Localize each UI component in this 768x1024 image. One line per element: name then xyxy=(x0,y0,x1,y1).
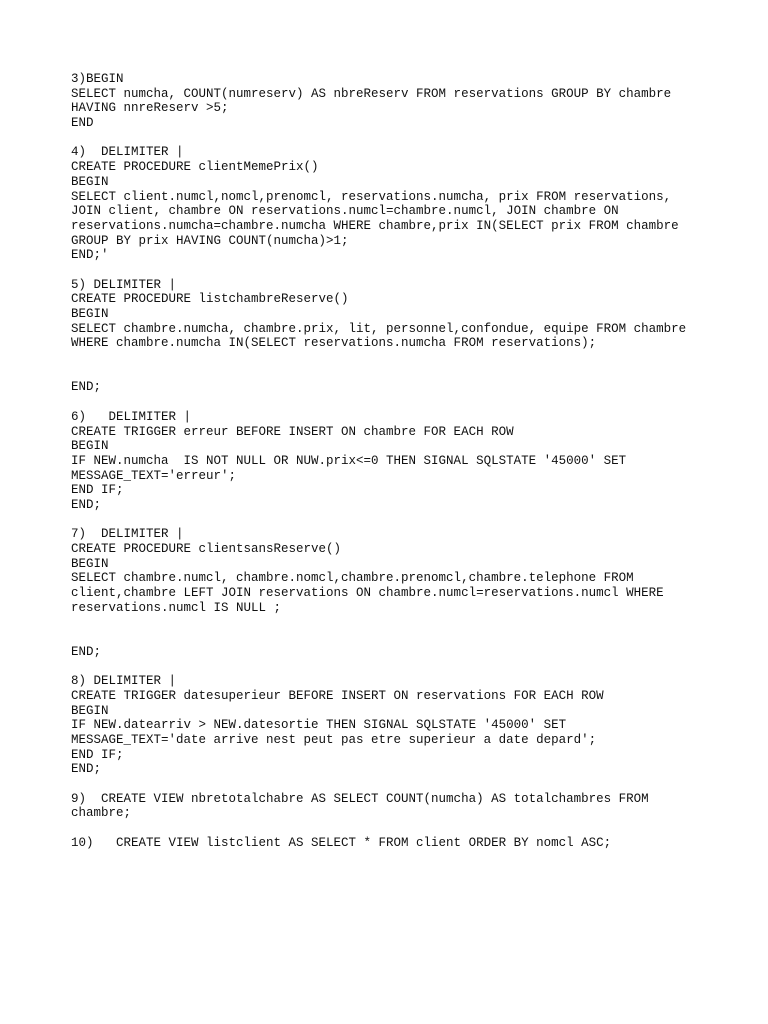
block-7-procedure-clients-sans-reserve xyxy=(71,527,751,615)
block-5-procedure-list-chambre-reserve xyxy=(71,278,751,351)
code-line: MESSAGE_TEXT='erreur'; xyxy=(71,468,237,483)
blank-line xyxy=(71,660,751,675)
block-7-end xyxy=(71,645,751,660)
blank-line xyxy=(71,513,751,528)
code-line: WHERE chambre.numcha IN(SELECT reservations.numcha FROM reservations); xyxy=(71,336,597,351)
block-10-view-list-client xyxy=(71,836,751,851)
blank-line xyxy=(71,821,751,836)
code-line: END xyxy=(71,116,94,131)
code-line: MESSAGE_TEXT='date arrive nest peut pas etre superieur a date depard'; xyxy=(71,732,597,747)
code-line: SELECT client.numcl,nomcl,prenomcl, reservations.numcha, prix FROM reservations, xyxy=(71,189,672,204)
block-3-having-query xyxy=(71,72,751,131)
code-line: END; xyxy=(71,497,102,512)
code-line: IF NEW.numcha IS NOT NULL OR NUW.prix<=0 THEN SIGNAL SQLSTATE '45000' SET xyxy=(71,453,627,468)
block-4-procedure-client-meme-prix xyxy=(71,145,751,263)
block-9-view-nbre-total xyxy=(71,792,751,821)
block-6-trigger-erreur xyxy=(71,410,751,513)
code-line: BEGIN xyxy=(71,703,109,718)
code-line: END; xyxy=(71,380,102,395)
blank-line xyxy=(71,777,751,792)
code-line: HAVING nnreReserv >5; xyxy=(71,101,229,116)
code-line: CREATE PROCEDURE listchambreReserve() xyxy=(71,292,349,307)
code-line: END;' xyxy=(71,248,109,263)
code-line: JOIN client, chambre ON reservations.numcl=chambre.numcl, JOIN chambre ON xyxy=(71,204,619,219)
block-5-end xyxy=(71,380,751,395)
code-line: IF NEW.datearriv > NEW.datesortie THEN SIGNAL SQLSTATE '45000' SET xyxy=(71,718,567,733)
blank-line xyxy=(71,263,751,278)
code-line: SELECT chambre.numcl, chambre.nomcl,chambre.prenomcl,chambre.telephone FROM xyxy=(71,571,634,586)
code-line: BEGIN xyxy=(71,307,109,321)
code-line: reservations.numcha=chambre.numcha WHERE chambre,prix IN(SELECT prix FROM chambre xyxy=(71,218,679,233)
code-line: CREATE PROCEDURE clientMemePrix() xyxy=(71,160,319,175)
code-line: BEGIN xyxy=(71,439,109,454)
blank-line xyxy=(71,395,751,410)
code-line: END; xyxy=(71,644,102,659)
code-line: SELECT chambre.numcha, chambre.prix, lit, personnel,confondue, equipe FROM chambre xyxy=(71,321,687,336)
code-line: SELECT numcha, COUNT(numreserv) AS nbreReserv FROM reservations GROUP BY chambre xyxy=(71,86,672,101)
code-line: 9) CREATE VIEW nbretotalchabre AS SELECT COUNT(numcha) AS totalchambres FROM xyxy=(71,791,649,806)
code-line: chambre; xyxy=(71,806,132,821)
code-line: BEGIN xyxy=(71,556,109,571)
code-line: CREATE PROCEDURE clientsansReserve() xyxy=(71,542,342,557)
document-page xyxy=(71,72,751,850)
blank-lines xyxy=(71,615,751,644)
code-line: CREATE TRIGGER datesuperieur BEFORE INSERT ON reservations FOR EACH ROW xyxy=(71,688,604,703)
code-line: reservations.numcl IS NULL ; xyxy=(71,600,282,615)
code-line: 4) DELIMITER | xyxy=(71,145,184,160)
blank-line xyxy=(71,131,751,146)
blank-lines xyxy=(71,351,751,380)
code-line: client,chambre LEFT JOIN reservations ON chambre.numcl=reservations.numcl WHERE xyxy=(71,586,664,601)
code-line: END; xyxy=(71,762,102,777)
code-line: END IF; xyxy=(71,483,124,498)
code-line: GROUP BY prix HAVING COUNT(numcha)>1; xyxy=(71,233,349,248)
code-line: CREATE TRIGGER erreur BEFORE INSERT ON chambre FOR EACH ROW xyxy=(71,424,514,439)
code-line: 8) DELIMITER | xyxy=(71,674,177,689)
code-line: 3)BEGIN xyxy=(71,72,124,86)
code-line: 10) CREATE VIEW listclient AS SELECT * FROM client ORDER BY nomcl ASC; xyxy=(71,835,612,850)
code-line: 5) DELIMITER | xyxy=(71,277,177,292)
block-8-trigger-date-superieur xyxy=(71,674,751,777)
code-line: BEGIN xyxy=(71,174,109,189)
code-line: 6) DELIMITER | xyxy=(71,409,192,424)
code-line: 7) DELIMITER | xyxy=(71,527,184,542)
code-line: END IF; xyxy=(71,747,124,762)
